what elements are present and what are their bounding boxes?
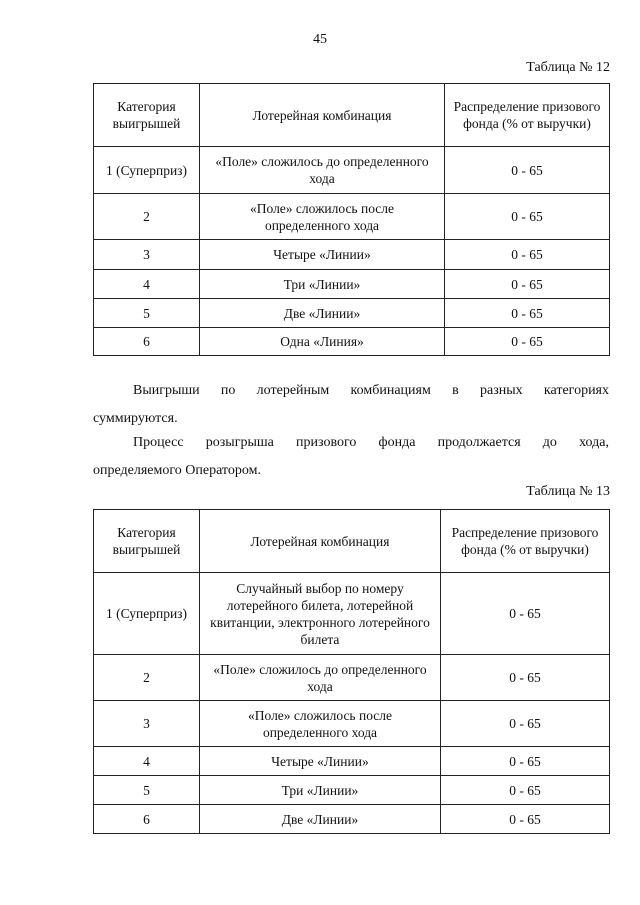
cell-combination: Две «Линии»	[200, 299, 445, 328]
header-distribution: Распределение призового фонда (% от выручки)	[445, 84, 610, 147]
cell-distribution: 0 - 65	[445, 240, 610, 270]
cell-distribution: 0 - 65	[445, 328, 610, 356]
table-row	[94, 573, 610, 655]
cell-combination: Три «Линии»	[200, 776, 441, 805]
cell-distribution: 0 - 65	[441, 701, 610, 747]
cell-distribution: 0 - 65	[441, 776, 610, 805]
cell-category: 2	[94, 655, 200, 701]
cell-category: 4	[94, 747, 200, 776]
cell-combination: Четыре «Линии»	[200, 747, 441, 776]
cell-combination: Две «Линии»	[200, 805, 441, 834]
table-row	[94, 147, 610, 194]
table-13-caption: Таблица № 13	[526, 484, 610, 499]
page-number: 45	[313, 32, 327, 47]
paragraph-line: Процесс розыгрыша призового фонда продолжается до хода,	[133, 435, 609, 450]
table-12-caption: Таблица № 12	[526, 60, 610, 75]
paragraph-process	[93, 429, 609, 456]
cell-distribution: 0 - 65	[445, 194, 610, 240]
table-13	[93, 509, 610, 834]
table-row	[94, 194, 610, 240]
table-row	[94, 701, 610, 747]
table-12	[93, 83, 610, 356]
cell-combination: «Поле» сложилось после определенного хода	[200, 194, 445, 240]
cell-category: 6	[94, 805, 200, 834]
cell-combination: Одна «Линия»	[200, 328, 445, 356]
table-row	[94, 270, 610, 299]
header-category: Категория выигрышей	[94, 510, 200, 573]
cell-category: 1 (Суперприз)	[94, 147, 200, 194]
cell-distribution: 0 - 65	[445, 299, 610, 328]
cell-distribution: 0 - 65	[441, 655, 610, 701]
header-combination: Лотерейная комбинация	[200, 84, 445, 147]
cell-distribution: 0 - 65	[441, 747, 610, 776]
cell-category: 5	[94, 299, 200, 328]
cell-distribution: 0 - 65	[441, 805, 610, 834]
cell-distribution: 0 - 65	[445, 147, 610, 194]
cell-combination: «Поле» сложилось до определенного хода	[200, 147, 445, 194]
paragraph-line: Выигрыши по лотерейным комбинациям в разных категориях	[133, 383, 609, 398]
paragraph-line: определяемого Оператором.	[93, 463, 261, 478]
cell-combination: Случайный выбор по номеру лотерейного билета, лотерейной квитанции, электронного лотерейного билета	[200, 573, 441, 655]
cell-category: 1 (Суперприз)	[94, 573, 200, 655]
table-row	[94, 299, 610, 328]
paragraph-summation	[93, 377, 609, 404]
cell-category: 5	[94, 776, 200, 805]
table-row	[94, 747, 610, 776]
table-header-row	[94, 84, 610, 147]
header-category: Категория выигрышей	[94, 84, 200, 147]
cell-distribution: 0 - 65	[441, 573, 610, 655]
cell-distribution: 0 - 65	[445, 270, 610, 299]
cell-category: 2	[94, 194, 200, 240]
table-row	[94, 805, 610, 834]
cell-category: 3	[94, 701, 200, 747]
cell-category: 4	[94, 270, 200, 299]
table-row	[94, 655, 610, 701]
cell-combination: Три «Линии»	[200, 270, 445, 299]
cell-category: 6	[94, 328, 200, 356]
cell-category: 3	[94, 240, 200, 270]
cell-combination: Четыре «Линии»	[200, 240, 445, 270]
header-combination: Лотерейная комбинация	[200, 510, 441, 573]
cell-combination: «Поле» сложилось до определенного хода	[200, 655, 441, 701]
table-row	[94, 240, 610, 270]
table-row	[94, 776, 610, 805]
cell-combination: «Поле» сложилось после определенного хода	[200, 701, 441, 747]
table-header-row	[94, 510, 610, 573]
paragraph-line: суммируются.	[93, 411, 178, 426]
header-distribution: Распределение призового фонда (% от выручки)	[441, 510, 610, 573]
table-row	[94, 328, 610, 356]
